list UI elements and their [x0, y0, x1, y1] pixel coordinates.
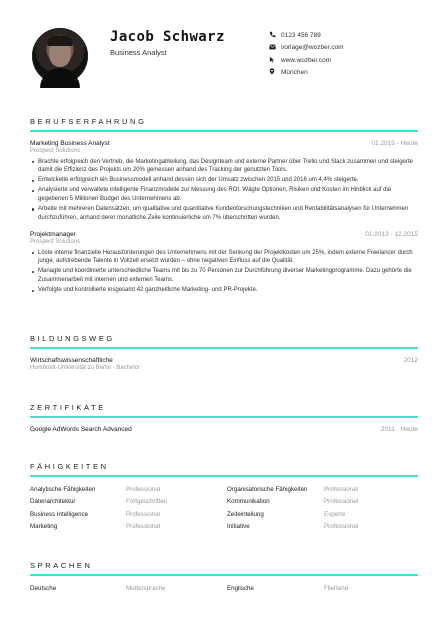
section-divider: [30, 347, 418, 349]
section-divider: [30, 574, 418, 576]
education-school: Humboldt-Universität zu Berlin · Bachelor: [30, 364, 141, 371]
section-divider: [30, 416, 418, 418]
job-bullet: Brachte erfolgreich den Vertrieb, die Marketingabteilung, das Designteam und externe Partner über Trello und Slack zusammen und steigerte damit die Effizienz des Projekts um 20% gemessen anhand des Tracking der genutzten Tools.: [30, 158, 418, 176]
avatar: [32, 28, 88, 84]
skill-level: Experte: [324, 510, 346, 518]
skills-heading: FÄHIGKEITEN: [30, 462, 109, 471]
skill-level: Professional: [126, 510, 161, 518]
languages-grid: [30, 583, 418, 596]
language-level: Muttersprache: [126, 584, 166, 592]
candidate-name: Jacob Schwarz: [110, 29, 225, 45]
resume-header: [0, 0, 448, 110]
skills-grid: [30, 484, 418, 534]
contact-website-text: www.wozber.com: [281, 56, 332, 64]
job-bullet: Löste interne finanzielle Herausforderungen des Unternehmens mit der Senkung der Projektkosten um 25%, indem externe Freelancer durch junge, aufstrebende Talente in Vollzeit ersetzt wurden – ohne negativen Einfluss auf die Qualität.: [30, 249, 418, 267]
certificates-section: [30, 403, 418, 433]
certificate-date: 2011 · Heute: [380, 425, 418, 433]
job-entry: [30, 140, 418, 223]
skill-name: Datenarchitektur: [30, 498, 76, 506]
job-bullets: [30, 158, 418, 223]
experience-heading: BERUFSERFAHRUNG: [30, 117, 147, 126]
education-section: [30, 334, 418, 371]
certificates-heading: ZERTIFIKATE: [30, 403, 106, 412]
candidate-title: Business Analyst: [110, 48, 167, 57]
contact-email-text: vorlage@wozber.com: [281, 44, 344, 52]
skill-level: Professional: [324, 485, 359, 493]
job-company: Prospect Solutions: [30, 147, 81, 154]
section-divider: [30, 475, 418, 477]
section-divider: [30, 130, 418, 132]
phone-icon: [268, 31, 276, 40]
contact-phone: [268, 29, 344, 42]
languages-section: [30, 561, 418, 595]
education-heading: BILDUNGSWEG: [30, 334, 115, 343]
skill-level: Professional: [324, 523, 359, 531]
skill-name: Zeiteinteilung: [227, 510, 264, 518]
location-pin-icon: [268, 68, 276, 77]
job-date: 01.2015 - Heute: [371, 139, 418, 147]
job-bullets: [30, 249, 418, 295]
skill-level: Professional: [324, 498, 359, 506]
skill-level: Professional: [126, 485, 161, 493]
skill-level: Professional: [126, 523, 161, 531]
education-date: 2012: [403, 356, 418, 364]
contact-location: [268, 67, 344, 80]
skill-name: Kommunikation: [227, 498, 270, 506]
job-company: Prospect Solutions: [30, 238, 81, 245]
cursor-icon: [268, 56, 276, 65]
contact-location-text: München: [281, 69, 308, 77]
skill-level: Fortgeschritten: [126, 498, 168, 506]
job-bullet: Managte und koordinierte unterschiedliche Teams mit bis zu 70 Personen zur Durchführung diverser Marketingprogramme. Dazu gehörte die Zusammenarbeit mit internen und externen Teams.: [30, 267, 418, 285]
job-bullet: Entwickelte erfolgreich ein Businessmodell anhand dessen sich der Umsatz zwischen 2015 und 2016 um 4,4% steigerte.: [30, 176, 418, 185]
language-level: Fließend: [324, 584, 349, 592]
contact-list: [268, 29, 344, 79]
skill-name: Analytische Fähigkeiten: [30, 485, 96, 493]
skills-section: [30, 462, 418, 534]
job-bullet: Arbeite mit mehreren Datensätzen, um qualitative und quantitative Kundenforschungstechniken und Rentabilitätsanalysen für Unternehmen durchzuführen, anhand derer monatliche Zeile kontinuierliche um 7% überschritten wurden.: [30, 205, 418, 223]
skill-name: Organisatorische Fähigkeiten: [227, 485, 308, 493]
language-name: Deutsche: [30, 584, 57, 592]
contact-phone-text: 0123 456 789: [281, 31, 321, 39]
contact-email: [268, 42, 344, 55]
education-degree: Wirtschaftswissenschaftliche: [30, 356, 113, 364]
avatar-hair: [47, 36, 73, 46]
languages-heading: SPRACHEN: [30, 561, 93, 570]
job-position: Projektmanager: [30, 230, 76, 238]
certificate-entry: [30, 426, 418, 433]
language-name: Englische: [227, 584, 254, 592]
contact-website: [268, 54, 344, 67]
skill-name: Marketing: [30, 523, 58, 531]
certificate-name: Google AdWords Search Advanced: [30, 425, 132, 433]
envelope-icon: [268, 44, 276, 52]
job-entry: [30, 231, 418, 295]
job-position: Marketing Business Analyst: [30, 139, 110, 147]
education-entry: [30, 357, 418, 371]
job-bullet: Verfolgte und kontrollierte insgesamt 42 ganzheitliche Marketing- und PR-Projekte.: [30, 286, 418, 295]
skill-name: Initiative: [227, 523, 250, 531]
skill-name: Business Intelligence: [30, 510, 89, 518]
avatar-shirt: [40, 68, 80, 88]
experience-section: [30, 117, 418, 296]
job-date: 01.2013 - 12.2015: [365, 230, 418, 238]
job-bullet: Analysierte und verwaltete intelligente Finanzmodelle zur Messung des ROI. Wägte Optionen, Risiken und Kosten im Hinblick auf die gegebenen 5 Millionen Budget des Unternehmens ab.: [30, 186, 418, 204]
